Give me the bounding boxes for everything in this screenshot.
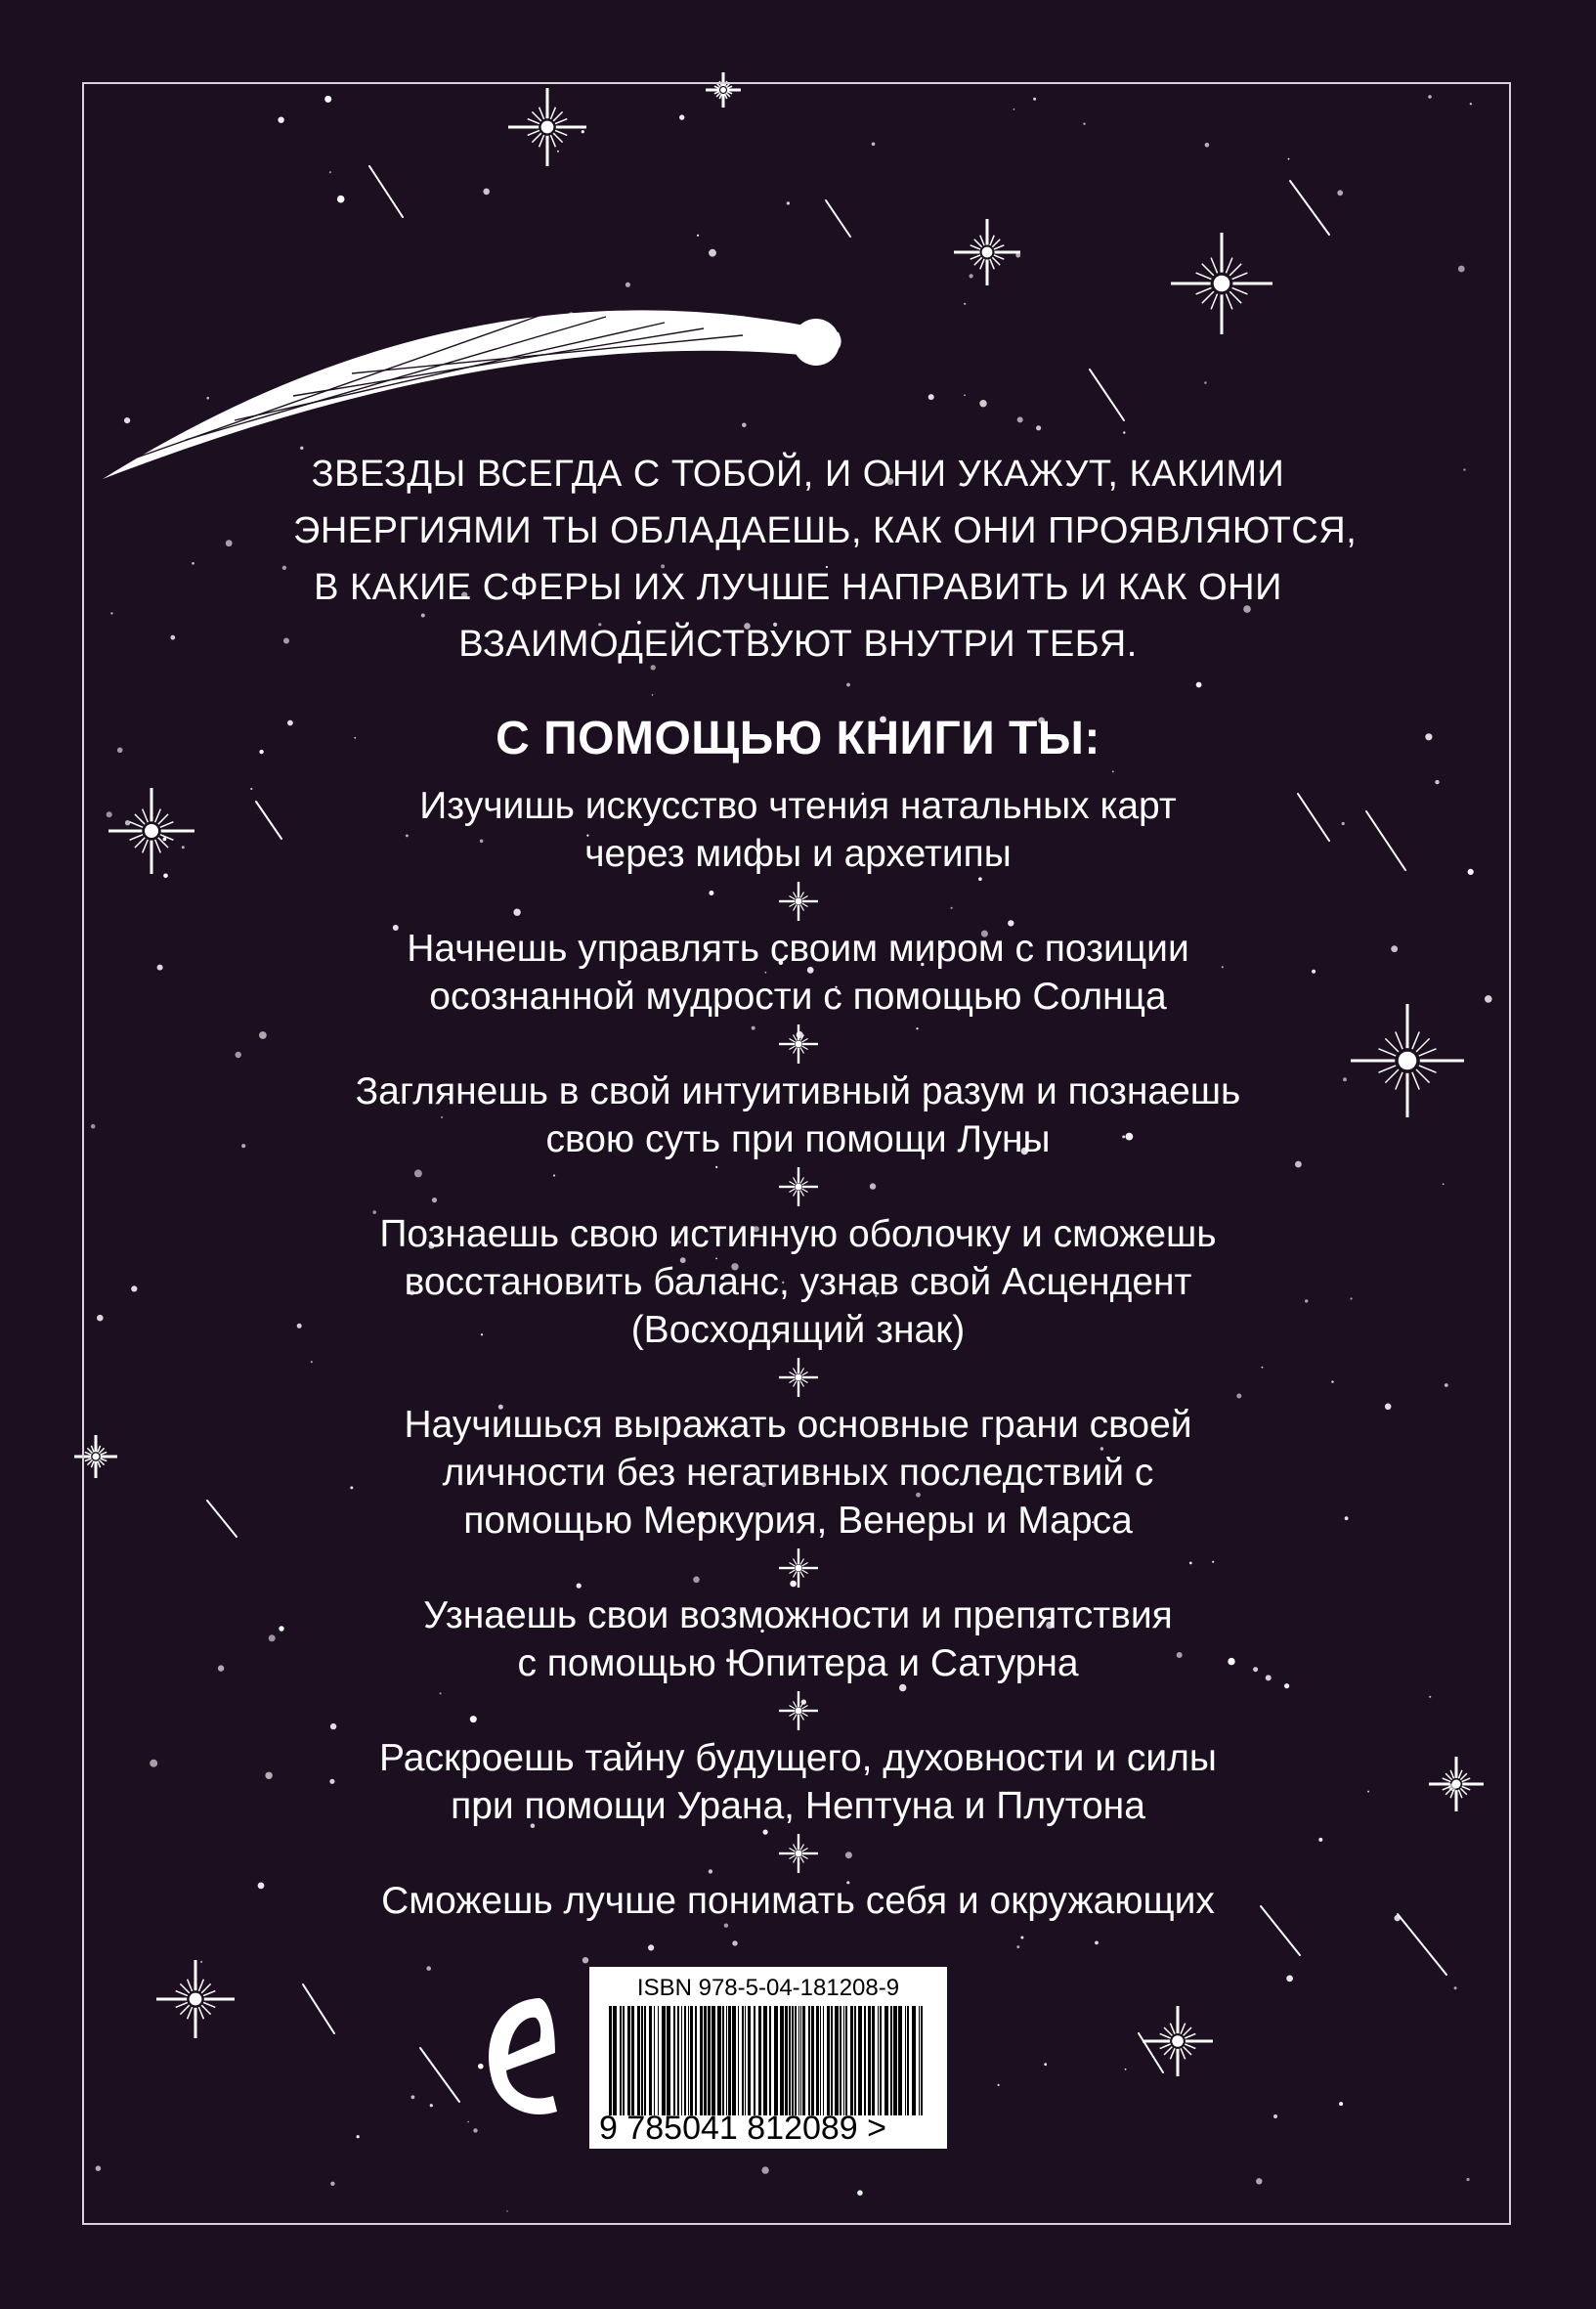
- benefit-line: Узнаешь свои возможности и препятствия: [423, 1594, 1173, 1636]
- benefit-line: Заглянешь в свой интуитивный разум и познаешь: [355, 1070, 1241, 1112]
- intro-line: В КАКИЕ СФЕРЫ ИХ ЛУЧШЕ НАПРАВИТЬ И КАК ОНИ: [314, 567, 1282, 608]
- benefit-line: Познаешь свою истинную оболочку и сможешь: [379, 1213, 1217, 1255]
- publisher-logo-icon: [479, 1990, 577, 2127]
- benefit-line: помощью Меркурия, Венеры и Марса: [463, 1500, 1133, 1542]
- benefit-line: с помощью Юпитера и Сатурна: [517, 1642, 1079, 1684]
- separator-star-icon: [254, 1830, 1342, 1877]
- separator-star-icon: [254, 1545, 1342, 1591]
- benefit-item: [254, 1401, 1342, 1545]
- intro-line: ЗВЕЗДЫ ВСЕГДА С ТОБОЙ, И ОНИ УКАЖУТ, КАКИМИ: [311, 454, 1285, 495]
- benefit-line: Научишься выражать основные грани своей: [404, 1404, 1192, 1446]
- benefits-list: [254, 782, 1342, 1925]
- benefit-line: личности без негативных последствий с: [442, 1452, 1154, 1494]
- benefit-line: восстановить баланс, узнав свой Асцендент: [404, 1261, 1192, 1303]
- benefit-line: Изучишь искусство чтения натальных карт: [419, 785, 1177, 827]
- benefit-line: при помощи Урана, Нептуна и Плутона: [451, 1785, 1145, 1827]
- benefit-item: [254, 1734, 1342, 1830]
- benefit-line: Сможешь лучше понимать себя и окружающих: [381, 1880, 1215, 1922]
- separator-star-icon: [254, 1354, 1342, 1401]
- separator-star-icon: [254, 1021, 1342, 1067]
- benefit-line: (Восходящий знак): [630, 1309, 966, 1351]
- isbn-barcode: [589, 1967, 947, 2149]
- benefit-line: свою суть при помощи Луны: [545, 1118, 1051, 1160]
- benefit-item: [254, 925, 1342, 1021]
- intro-line: ВЗАИМОДЕЙСТВУЮТ ВНУТРИ ТЕБЯ.: [458, 624, 1138, 665]
- separator-star-icon: [254, 878, 1342, 925]
- separator-star-icon: [254, 1163, 1342, 1210]
- benefit-item: [254, 1210, 1342, 1354]
- intro-text: [293, 446, 1358, 673]
- benefits-heading: С ПОМОЩЬЮ КНИГИ ТЫ:: [496, 713, 1100, 764]
- benefit-item: [254, 1877, 1342, 1925]
- benefit-line: осознанной мудрости с помощью Солнца: [429, 976, 1167, 1018]
- separator-star-icon: [254, 1687, 1342, 1734]
- barcode-digits: 9 785041 812089 >: [599, 2110, 887, 2147]
- isbn-text: ISBN 978-5-04-181208-9: [636, 1975, 900, 2001]
- intro-line: ЭНЕРГИЯМИ ТЫ ОБЛАДАЕШЬ, КАК ОНИ ПРОЯВЛЯЮТСЯ,: [293, 510, 1358, 551]
- benefit-item: [254, 1067, 1342, 1163]
- benefit-item: [254, 782, 1342, 878]
- benefit-line: через мифы и архетипы: [584, 833, 1012, 875]
- barcode-bars: [609, 2006, 927, 2115]
- benefit-line: Раскроешь тайну будущего, духовности и силы: [379, 1737, 1217, 1779]
- benefit-line: Начнешь управлять своим миром с позиции: [407, 928, 1189, 970]
- benefit-item: [254, 1591, 1342, 1687]
